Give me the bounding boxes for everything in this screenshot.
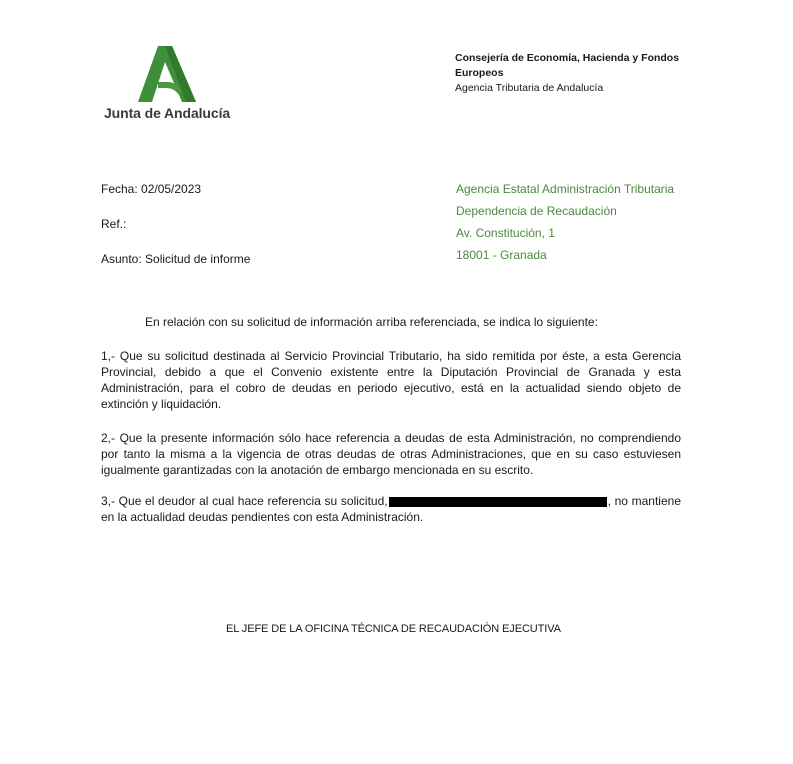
point-2-paragraph: 2,- Que la presente información sólo hace referencia a deudas de esta Administración, no comprendiendo por tanto la misma a la vigencia de otras deudas de otras Administraciones, que en su caso estuviesen igualmente garantizadas con la anotación de embargo mencionada en su escrito.	[101, 431, 681, 477]
point-3-text-after: , no mantiene en la actualidad deudas pendientes con esta Administración.	[101, 494, 681, 524]
recipient-line-1: Agencia Estatal Administración Tributaria	[456, 182, 675, 196]
org-agency: Agencia Tributaria de Andalucía	[455, 82, 604, 94]
junta-logo	[104, 46, 234, 126]
andalucia-a-icon	[136, 46, 198, 102]
signature-title: EL JEFE DE LA OFICINA TÉCNICA DE RECAUDACIÓN EJECUTIVA	[226, 623, 561, 635]
point-1-paragraph: 1,- Que su solicitud destinada al Servicio Provincial Tributario, ha sido remitida por éste, a esta Gerencia Provincial, debido a que el Convenio existente entre la Diputación Provincial de Granada y esta Administración, para el cobro de deudas en periodo ejecutivo, está en la actualidad siendo objeto de extinción y liquidación.	[101, 349, 681, 411]
point-3-text-before: 3,- Que el deudor al cual hace referencia su solicitud,	[101, 494, 388, 508]
org-header	[455, 51, 685, 96]
date-field: Fecha: 02/05/2023	[101, 182, 202, 196]
recipient-line-2: Dependencia de Recaudación	[456, 204, 617, 218]
recipient-line-4: 18001 - Granada	[456, 248, 547, 262]
org-department: Consejería de Economía, Hacienda y Fondos Europeos	[455, 52, 680, 79]
point-3-paragraph	[101, 493, 681, 525]
recipient-line-3: Av. Constitución, 1	[456, 226, 555, 240]
logo-text: Junta de Andalucía	[104, 105, 231, 121]
ref-field: Ref.:	[101, 217, 127, 231]
redaction-bar	[389, 497, 607, 507]
subject-field: Asunto: Solicitud de informe	[101, 252, 251, 266]
intro-paragraph: En relación con su solicitud de información arriba referenciada, se indica lo siguiente:	[145, 315, 598, 329]
